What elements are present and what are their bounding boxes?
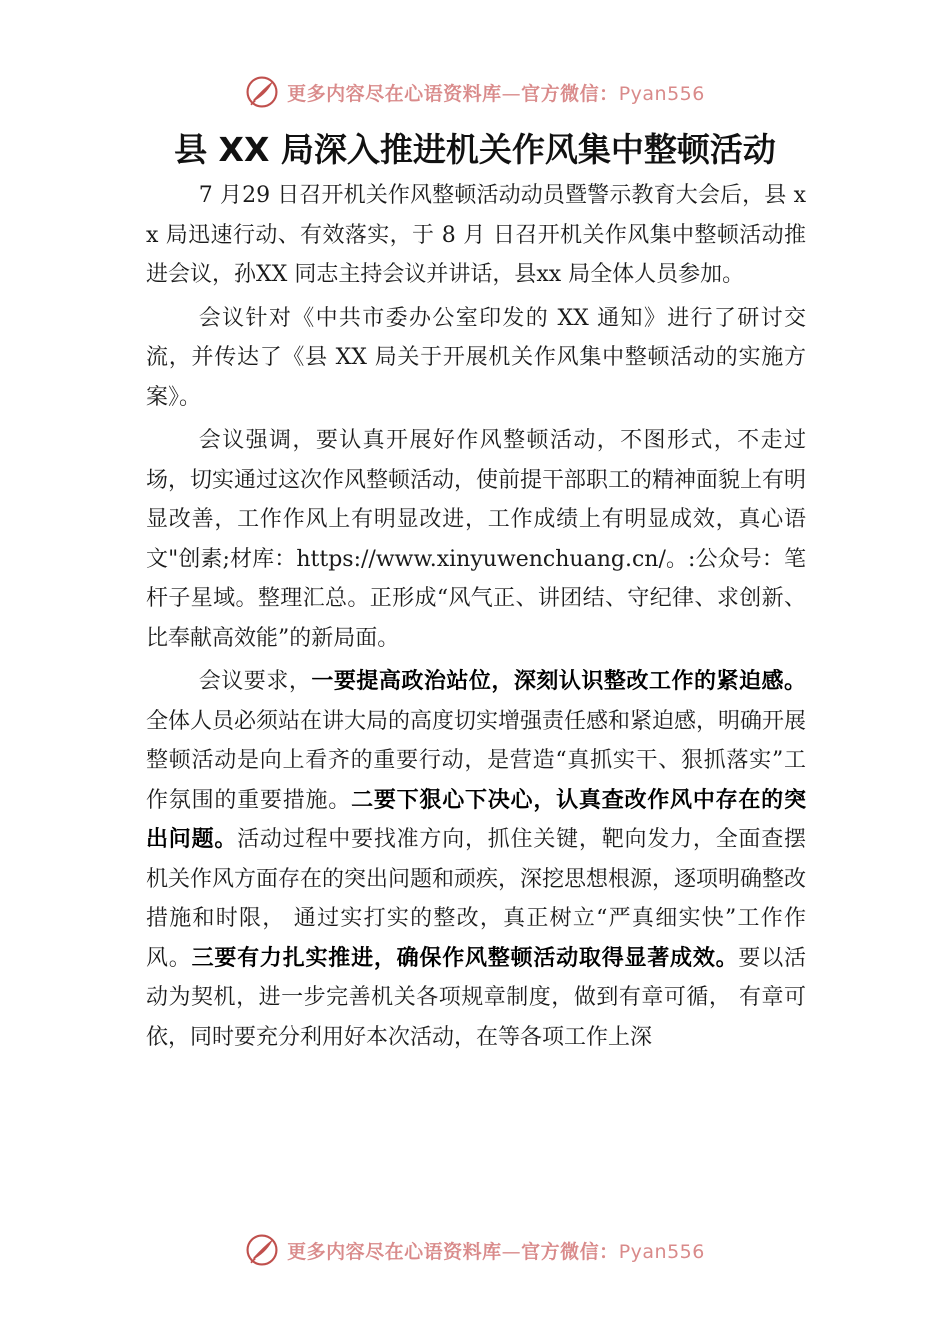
banner-text: 更多内容尽在心语资料库—官方微信：Pyan556: [287, 1240, 705, 1263]
banner-text: 更多内容尽在心语资料库—官方微信：Pyan556: [287, 82, 705, 105]
requirement-1-heading: 一要提高政治站位，深刻认识整改工作的紧迫感。: [311, 668, 806, 694]
requirement-2-heading: 二要下狠心下决心，认真查改作风中存在的突出问题。: [146, 786, 806, 852]
feather-pen-seal-icon: [245, 75, 279, 109]
requirement-3-heading: 三要有力扎实推进，确保作风整顿活动取得显著成效。: [191, 944, 739, 971]
paragraph-4: [146, 662, 806, 1057]
paragraph-3: 会议强调，要认真开展好作风整顿活动，不图形式，不走过场，切实通过这次作风整顿活动，使前提干部职工的精神面貌上有明显改善，工作作风上有明显改进，工作成绩上有明显成效，真心语文"创素;材库：https://www.xinyuwenchuang.cn/。:公众号：笔杆子星域。整理汇总。正形成“风气正、讲团结、守纪律、求创新、比奉献高效能”的新局面。: [146, 428, 807, 651]
feather-pen-seal-icon: [245, 1233, 279, 1267]
requirement-3-text: 要以活动为契机，进一步完善机关各项规章制度，做到有章可循， 有章可依，同时要充分利用好本次活动，在等各项工作上深: [146, 945, 806, 1050]
paragraph-1: 7 月29 日召开机关作风整顿活动动员暨警示教育大会后，县 xx 局迅速行动、有效落实，于 8 月 日召开机关作风集中整顿活动推进会议，孙XX 同志主持会议并讲话，县xx 局全体人员参加。: [146, 183, 806, 287]
paragraph-2: 会议针对《中共市委办公室印发的 XX 通知》进行了研讨交流，并传达了《县 XX 局关于开展机关作风集中整顿活动的实施方案》。: [146, 305, 806, 410]
requirement-2-text: 活动过程中要找准方向，抓住关键，靶向发力，全面查摆机关作风方面存在的突出问题和顽疾，深挖思想根源，逐项明确整改措施和时限， 通过实打实的整改，真正树立“严真细实快”工作作风。: [146, 827, 807, 971]
header-banner: [0, 72, 950, 112]
document-body: [146, 176, 806, 1061]
footer-banner: [0, 1230, 950, 1270]
document-title: 县 XX 局深入推进机关作风集中整顿活动: [174, 130, 776, 169]
requirement-1-text: 全体人员必须站在讲大局的高度切实增强责任感和紧迫感，明确开展整顿活动是向上看齐的重要行动，是营造“真抓实干、狠抓落实”工作氛围的重要措施。: [146, 708, 807, 813]
paragraph-4-lead: 会议要求，: [198, 669, 312, 694]
